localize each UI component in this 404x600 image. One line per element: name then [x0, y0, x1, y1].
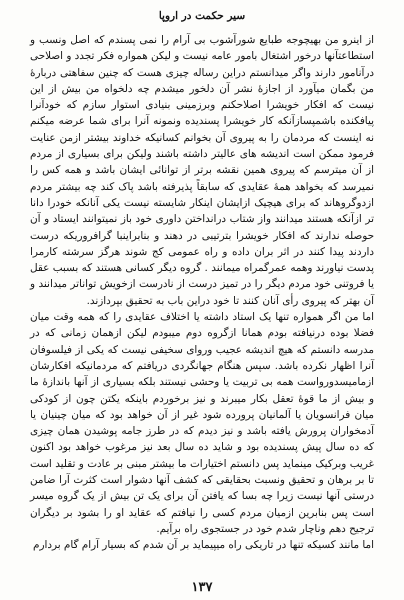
- running-header: سیر حکمت در اروپا: [158, 10, 246, 22]
- body-text: [30, 32, 374, 554]
- paragraph: از اینرو من بهیچوجه طبایع شورآشوب بی آرام را نمی پسندم که اصل ونسب و استطاعتآنها درخور اشتغال بامور عامه نیست و لیکن همواره فکر تجدد و اصلاحی درآنامور دارند واگر میدانستم دراین رساله چیزی هست که چنین سفاهتی دربارهٔ من بگمان میآورد از اجازهٔ نشر آن دلخور میشدم چه دلخواه من بیش از این نیست که افکار خویشرا اصلاحکنم وبرزمینی بنیادی استوار سازم که خودآنرا پیافکنده باشمپسازآنکه کار خویشرا پسندیده ونمونه آنرا برای شما عرضه میکنم نه اینست که مردمان را به پیروی آن بخوانم کسانیکه خداوند بیشتر ازمن عنایت فرمود ممکن است اندیشه های عالیتر داشته باشند ولیکن برای بسیاری از مردم از آن میترسم که پیروی همین نقشه برتر از توانائی ایشان باشد و همه کس را نمیرسد که بخواهد همهٔ عقایدی که سابقاً پذیرفته باشد پاک کند چه بیشتر مردم ازدوگروهاند که برای هیچیک ازایشان اینکار شایسته نیست یکی آنانکه خودرا دانا تر ازآنکه هستند میدانند واز شتاب درانداختن داوری خود باز نمیتوانند ایستاد و آن حوصله ندارند که افکار خویشرا بترتیبی در دهند و بنابراینبا گرافروریکه درست داردند پیدا کنند در اثر بران داده و راه عمومی کج شوند هرگز سرشته کارمرا پدست نیاورند وهمه عمرگمراه میمانند . گروه دیگر کسانی هستند که بسبب عقل یا فروتنی خود مردم دیگر را در تمیز درست از نادرست ازخویش تواناتر میدانند و آن بهتر که پیروی رأی آنان کنند تا خود دراین باب به تحقیق بپردازند.: [30, 34, 374, 307]
- paragraph: اما من اگر همواره تنها یک استاد داشته یا اختلاف عقایدی را که همه وقت میان فضلا بوده درنیافته بودم همانا ازگروه دوم میبودم لیکن ازهمان زمانی که در مدرسه دانستم که هیچ اندیشه عجیب وروای سخیفی نیست که یکی از فیلسوفان آنرا اظهار نکرده باشد. سپس هنگام جهانگردی دریافتم که مردمانیکه افکارشان ازمامیسدورواست همه بی تربیت یا وحشی نیستند بلکه بسیاری از آنها باندازهٔ ما و بیش از ما قوهٔ تعقل بکار میبرند و نیز برخوردم باینکه یکتن چون از کودکی میان فرانسویان یا آلمانیان پرورده شود غیر از آن خواهد بود که میان چینیان یا آدمخواران پرورش یافته باشد و نیز دیدم که در طرز جامه پوشیدن همان چیزی که ده سال پیش پسندیده بود و شاید ده سال بعد نیز مرغوب خواهد بود اکنون غریب وبرکیک مینماید پس دانستم اختیارات ما بیشتر مبنی بر عادت و تقلید است تا بر برهان و تحقیق ونسبت بحقایقی که کشف آنها دشوار است کثرت آرا ضامن درستی آنها نیست زیرا چه بسا که یافتن آن برای یک تن بیش از یک گروه میسر است پس بنابرین ازمیان مردم کسی را نیافتم که عقاید او را بشود بر دیگران ترجیح دهم وناچار شدم خود در جستجوی راه برآیم.: [30, 311, 374, 535]
- page-number: ۱۳۷: [191, 580, 213, 595]
- paragraph: اما مانند کسیکه تنها در تاریکی راه میپیماید بر آن شدم که بسیار آرام گام بردارم: [33, 539, 374, 552]
